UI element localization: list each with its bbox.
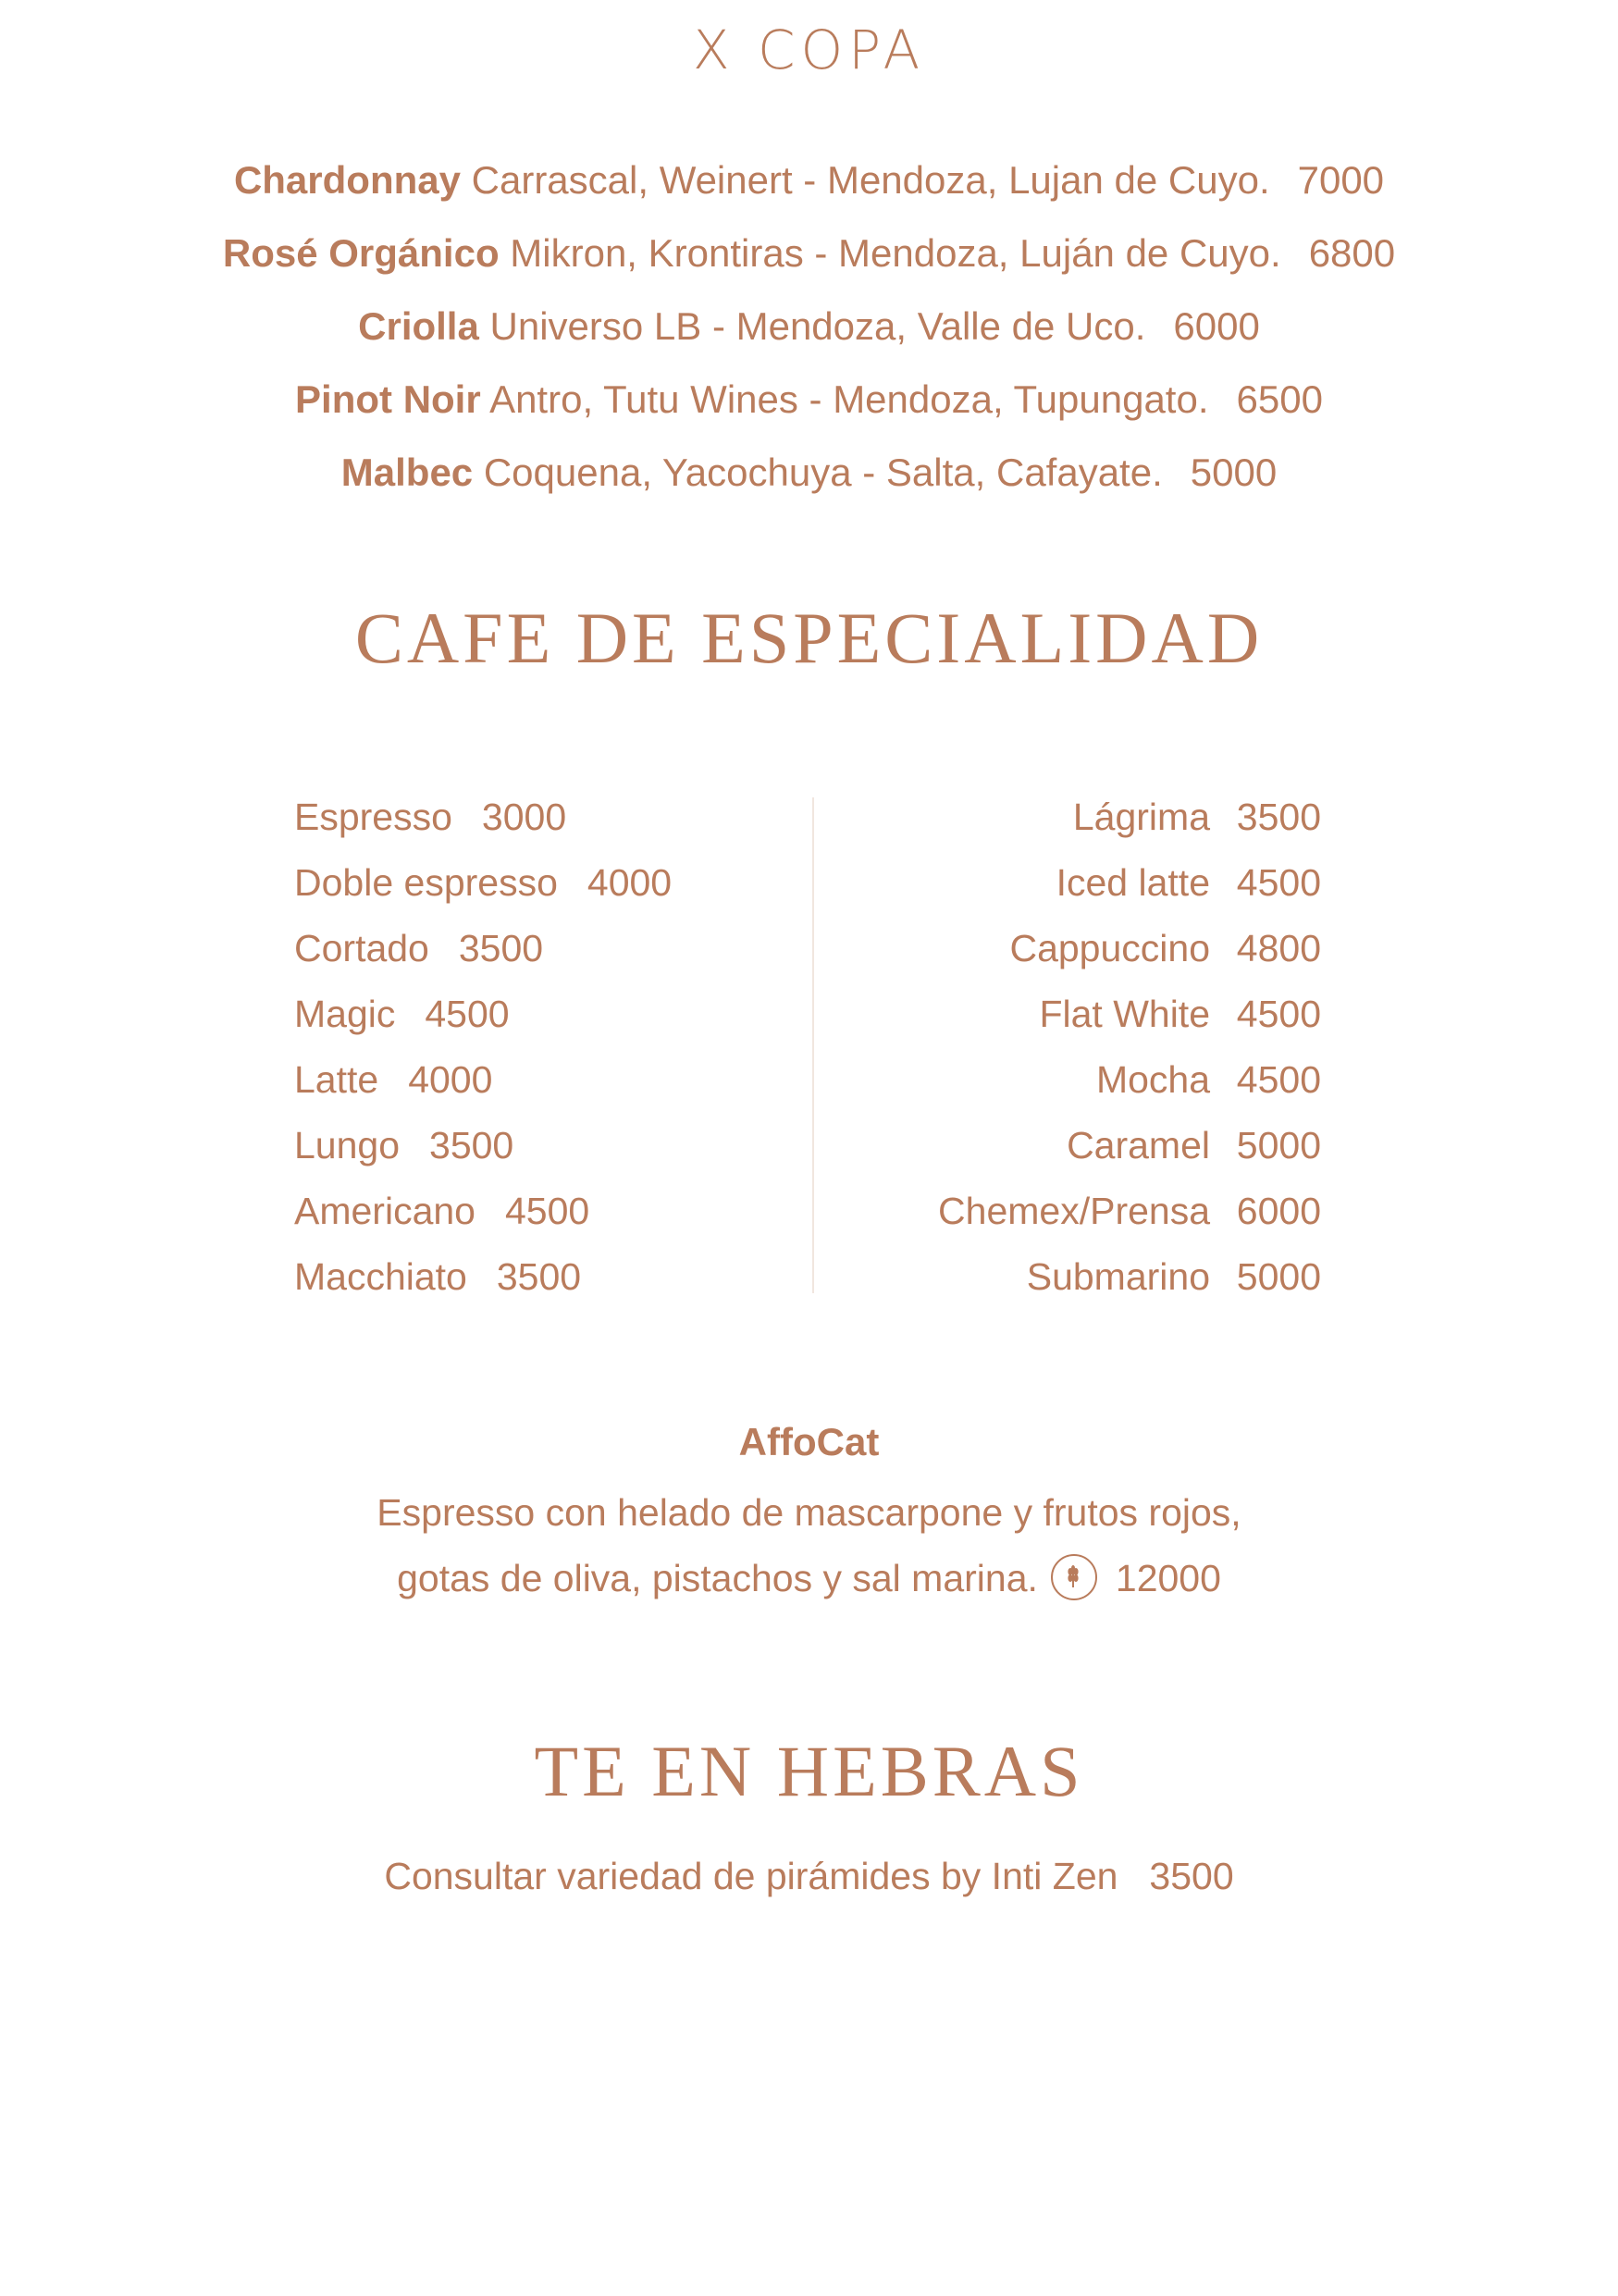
wine-item xyxy=(0,143,1618,216)
coffee-item xyxy=(938,850,1321,916)
wine-name: Chardonnay xyxy=(233,158,461,202)
coffee-name: Cappuccino xyxy=(1009,927,1210,969)
coffee-name: Macchiato xyxy=(294,1255,467,1298)
coffee-item xyxy=(294,1047,672,1113)
coffee-item xyxy=(294,850,672,916)
coffee-price: 6000 xyxy=(1236,1190,1321,1232)
tea-section-title: TE EN HEBRAS xyxy=(534,1731,1084,1811)
coffee-name: Mocha xyxy=(1095,1058,1210,1101)
coffee-name: Latte xyxy=(294,1058,379,1101)
coffee-name: Magic xyxy=(294,993,396,1035)
coffee-item xyxy=(938,981,1321,1047)
coffee-name: Submarino xyxy=(1026,1255,1210,1298)
wine-detail: Universo LB - Mendoza, Valle de Uco. xyxy=(489,304,1146,348)
wheat-icon xyxy=(1051,1554,1097,1600)
special-description-line2-row xyxy=(0,1557,1618,1604)
tea-description: Consultar variedad de pirámides by Inti Zen xyxy=(384,1855,1118,1897)
tea-price: 3500 xyxy=(1149,1855,1234,1897)
special-price: 12000 xyxy=(1115,1557,1221,1599)
coffee-item xyxy=(294,1244,672,1310)
coffee-name: Caramel xyxy=(1067,1124,1210,1167)
wine-name: Rosé Orgánico xyxy=(222,231,500,275)
coffee-price: 4000 xyxy=(408,1058,493,1101)
coffee-item xyxy=(938,1244,1321,1310)
wine-price: 5000 xyxy=(1190,451,1278,494)
coffee-item xyxy=(294,916,672,981)
wine-price: 6500 xyxy=(1236,377,1323,421)
wine-section-title: X COPA xyxy=(692,19,926,81)
coffee-price: 4500 xyxy=(1236,993,1321,1035)
coffee-price: 5000 xyxy=(1236,1255,1321,1298)
coffee-item xyxy=(294,981,672,1047)
coffee-name: Doble espresso xyxy=(294,861,558,904)
wine-detail: Carrascal, Weinert - Mendoza, Lujan de Cuyo. xyxy=(471,158,1270,202)
coffee-item xyxy=(938,1047,1321,1113)
coffee-item xyxy=(938,1113,1321,1179)
coffee-price: 4500 xyxy=(1236,861,1321,904)
coffee-name: Chemex/Prensa xyxy=(938,1190,1210,1232)
coffee-price: 3500 xyxy=(496,1255,582,1298)
coffee-section-title: CAFE DE ESPECIALIDAD xyxy=(354,598,1264,678)
wine-detail: Antro, Tutu Wines - Mendoza, Tupungato. xyxy=(489,377,1209,421)
coffee-list-left xyxy=(294,784,672,1310)
coffee-name: Lágrima xyxy=(1072,796,1210,838)
coffee-price: 4500 xyxy=(504,1190,590,1232)
coffee-name: Americano xyxy=(294,1190,476,1232)
coffee-price: 3500 xyxy=(429,1124,514,1167)
wine-item xyxy=(0,290,1618,363)
wine-detail: Coquena, Yacochuya - Salta, Cafayate. xyxy=(483,451,1163,494)
wine-price: 6800 xyxy=(1308,231,1396,275)
coffee-item xyxy=(938,916,1321,981)
coffee-item xyxy=(938,1179,1321,1244)
coffee-name: Iced latte xyxy=(1056,861,1210,904)
coffee-list-right xyxy=(938,784,1321,1310)
coffee-price: 3500 xyxy=(1236,796,1321,838)
wine-name: Pinot Noir xyxy=(295,377,481,421)
coffee-name: Cortado xyxy=(294,927,429,969)
tea-item xyxy=(0,1855,1618,1898)
wine-name: Malbec xyxy=(340,451,474,494)
wine-detail: Mikron, Krontiras - Mendoza, Luján de Cuyo. xyxy=(510,231,1281,275)
wine-item xyxy=(0,363,1618,436)
wine-item xyxy=(0,436,1618,509)
coffee-item xyxy=(938,784,1321,850)
coffee-name: Lungo xyxy=(294,1124,401,1167)
coffee-price: 4500 xyxy=(1236,1058,1321,1101)
coffee-name: Espresso xyxy=(294,796,452,838)
special-title: AffoCat xyxy=(738,1420,880,1463)
coffee-price: 5000 xyxy=(1236,1124,1321,1167)
coffee-item xyxy=(294,1113,672,1179)
special-description-line2: gotas de oliva, pistachos y sal marina. xyxy=(397,1557,1038,1599)
coffee-price: 3500 xyxy=(458,927,544,969)
wine-price: 6000 xyxy=(1173,304,1260,348)
coffee-price: 3000 xyxy=(481,796,567,838)
column-divider xyxy=(812,797,814,1293)
wine-price: 7000 xyxy=(1297,158,1385,202)
coffee-price: 4500 xyxy=(425,993,510,1035)
wine-item xyxy=(0,216,1618,290)
coffee-item xyxy=(294,1179,672,1244)
coffee-price: 4800 xyxy=(1236,927,1321,969)
coffee-price: 4000 xyxy=(587,861,673,904)
special-description-line1: Espresso con helado de mascarpone y frutos rojos, xyxy=(377,1491,1241,1534)
coffee-name: Flat White xyxy=(1039,993,1210,1035)
coffee-item xyxy=(294,784,672,850)
wine-list xyxy=(0,143,1618,509)
wine-name: Criolla xyxy=(358,304,479,348)
